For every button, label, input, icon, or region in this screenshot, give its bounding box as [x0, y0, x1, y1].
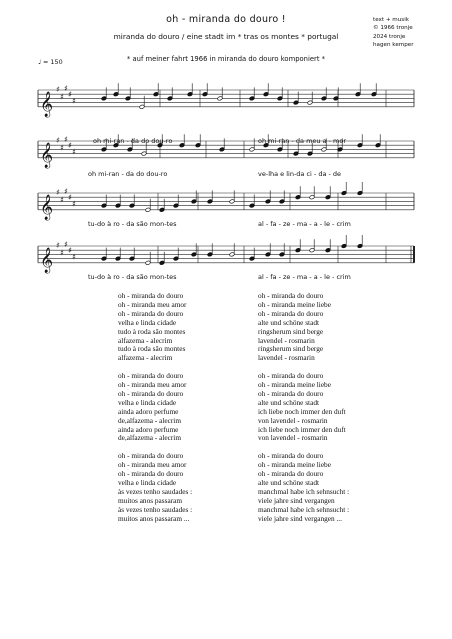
staff-system-1 [0, 72, 452, 122]
lyrics-line: al - fa - ze - ma - a - le - crim [258, 220, 351, 228]
text-line: manchmal habe ich sehnsucht : [258, 486, 350, 496]
staff-system-2 [0, 123, 452, 173]
treble-clef-icon: 𝄞 [40, 194, 54, 220]
sharp-icon: ♯ [68, 141, 72, 151]
text-line: de,alfazema - alecrim [118, 415, 181, 425]
text-line: às vezes tenho saudades : [118, 486, 193, 496]
text-line: ringsherum sind berge [258, 344, 324, 354]
text-line: oh - miranda do douro [118, 388, 184, 398]
lyrics-line: ve-lha e lin-da ci - da - de [258, 170, 342, 178]
song-title: oh - miranda do douro ! [166, 14, 286, 25]
text-line: von lavendel - rosmarin [258, 415, 328, 425]
text-line: oh - miranda meine liebe [258, 380, 331, 390]
treble-clef-icon: 𝄞 [40, 142, 54, 168]
text-line: alfazema - alecrim [118, 335, 173, 345]
sharp-icon: ♯ [72, 96, 76, 106]
song-subtitle: miranda do douro / eine stadt im * tras os montes * portugal [113, 32, 339, 41]
text-line: ringsherum sind berge [258, 326, 324, 336]
treble-clef-icon: 𝄞 [40, 91, 54, 117]
sharp-icon: ♯ [68, 193, 72, 203]
text-line: velha e linda cidade [118, 317, 177, 327]
text-line: oh - miranda do douro [118, 451, 184, 461]
stanza [258, 452, 349, 523]
text-line: ainda adoro perfume [118, 406, 179, 416]
german-text [258, 292, 349, 532]
text-line: às vezes tenho saudades : [118, 504, 193, 514]
lyrics-line: al - fa - ze - ma - a - le - crim [258, 273, 351, 281]
stanza [258, 372, 349, 443]
text-line: velha e linda cidade [118, 397, 177, 407]
text-line: oh - miranda do douro [258, 388, 324, 398]
text-line: alte und schöne stadt [258, 397, 319, 407]
lyrics-line: oh mi-ran - da do dou-ro [93, 137, 173, 145]
text-line: ainda adoro perfume [118, 424, 179, 434]
sharp-icon: ♯ [60, 143, 64, 153]
treble-clef-icon: 𝄞 [40, 247, 54, 273]
sharp-icon: ♯ [72, 199, 76, 209]
text-line: alfazema - alecrim [118, 353, 173, 363]
sharp-icon: ♯ [72, 147, 76, 157]
staff-system-3 [0, 175, 452, 225]
text-line: oh - miranda do douro [118, 469, 184, 479]
text-line: alte und schöne stadt [258, 478, 319, 487]
stanza [118, 372, 192, 443]
sharp-icon: ♯ [72, 252, 76, 262]
text-line: ich liebe noch immer den duft [258, 424, 346, 434]
text-line: oh - miranda meine liebe [258, 299, 331, 309]
text-line: oh - miranda meine liebe [258, 460, 331, 470]
text-line: tudo à roda são montes [118, 326, 186, 336]
text-line: oh - miranda do douro [258, 308, 324, 318]
lyrics-line: oh mi-ran - da meu a - mor [258, 137, 347, 145]
text-line: de,alfazema - alecrim [118, 433, 181, 443]
stanza [118, 292, 192, 363]
credit-line: 2024 tronje [373, 33, 406, 40]
tempo-marking: ♩ = 150 [38, 58, 63, 66]
lyrics-line: tu-do à ro - da são mon-tes [88, 273, 177, 281]
sharp-icon: ♯ [56, 241, 60, 250]
lyrics-line: oh mi-ran - da do dou-ro [88, 170, 168, 178]
text-line: manchmal habe ich sehnsucht : [258, 504, 350, 514]
credit-line: hagen kemper [373, 41, 414, 48]
stanza [258, 292, 349, 363]
sharp-icon: ♯ [60, 195, 64, 205]
text-line: tudo à roda são montes [118, 344, 186, 354]
text-line: oh - miranda meu amor [118, 460, 187, 470]
sharp-icon: ♯ [64, 239, 68, 249]
text-line: ich liebe noch immer den duft [258, 406, 346, 416]
lyrics-line: tu-do à ro - da são mon-tes [88, 220, 177, 228]
sharp-icon: ♯ [56, 85, 60, 94]
credit-line: © 1966 tronje [373, 25, 413, 32]
credits-block [373, 16, 414, 49]
text-line: oh - miranda do douro [258, 291, 324, 300]
sharp-icon: ♯ [56, 136, 60, 145]
sharp-icon: ♯ [56, 188, 60, 197]
text-line: viele jahre sind vergangen ... [258, 513, 342, 523]
sharp-icon: ♯ [64, 134, 68, 144]
text-line: oh - miranda do douro [118, 371, 184, 381]
text-line: viele jahre sind vergangen [258, 495, 335, 505]
text-line: alte und schöne stadt [258, 317, 319, 327]
text-line: von lavendel - rosmarin [258, 433, 328, 443]
text-line: muitos anos passaram [118, 495, 183, 505]
sharp-icon: ♯ [68, 90, 72, 100]
text-line: oh - miranda do douro [118, 291, 184, 300]
text-line: oh - miranda meu amor [118, 299, 187, 309]
text-line: velha e linda cidade [118, 478, 177, 487]
credit-line: text + musik [373, 17, 409, 23]
text-line: muitos anos passaram ... [118, 513, 190, 523]
sharp-icon: ♯ [64, 186, 68, 196]
sharp-icon: ♯ [60, 248, 64, 258]
stanza [118, 452, 192, 523]
text-line: oh - miranda meu amor [118, 380, 187, 390]
composition-note: * auf meiner fahrt 1966 in miranda do douro komponiert * [126, 55, 326, 63]
text-line: oh - miranda do douro [118, 308, 184, 318]
text-line: lavendel - rosmarin [258, 335, 315, 345]
sharp-icon: ♯ [60, 92, 64, 102]
text-line: oh - miranda do douro [258, 371, 324, 381]
sharp-icon: ♯ [64, 83, 68, 93]
text-line: oh - miranda do douro [258, 451, 324, 461]
sharp-icon: ♯ [68, 246, 72, 256]
portuguese-text [118, 292, 192, 532]
text-line: lavendel - rosmarin [258, 353, 315, 363]
text-line: oh - miranda do douro [258, 469, 324, 479]
staff-system-4 [0, 228, 452, 278]
